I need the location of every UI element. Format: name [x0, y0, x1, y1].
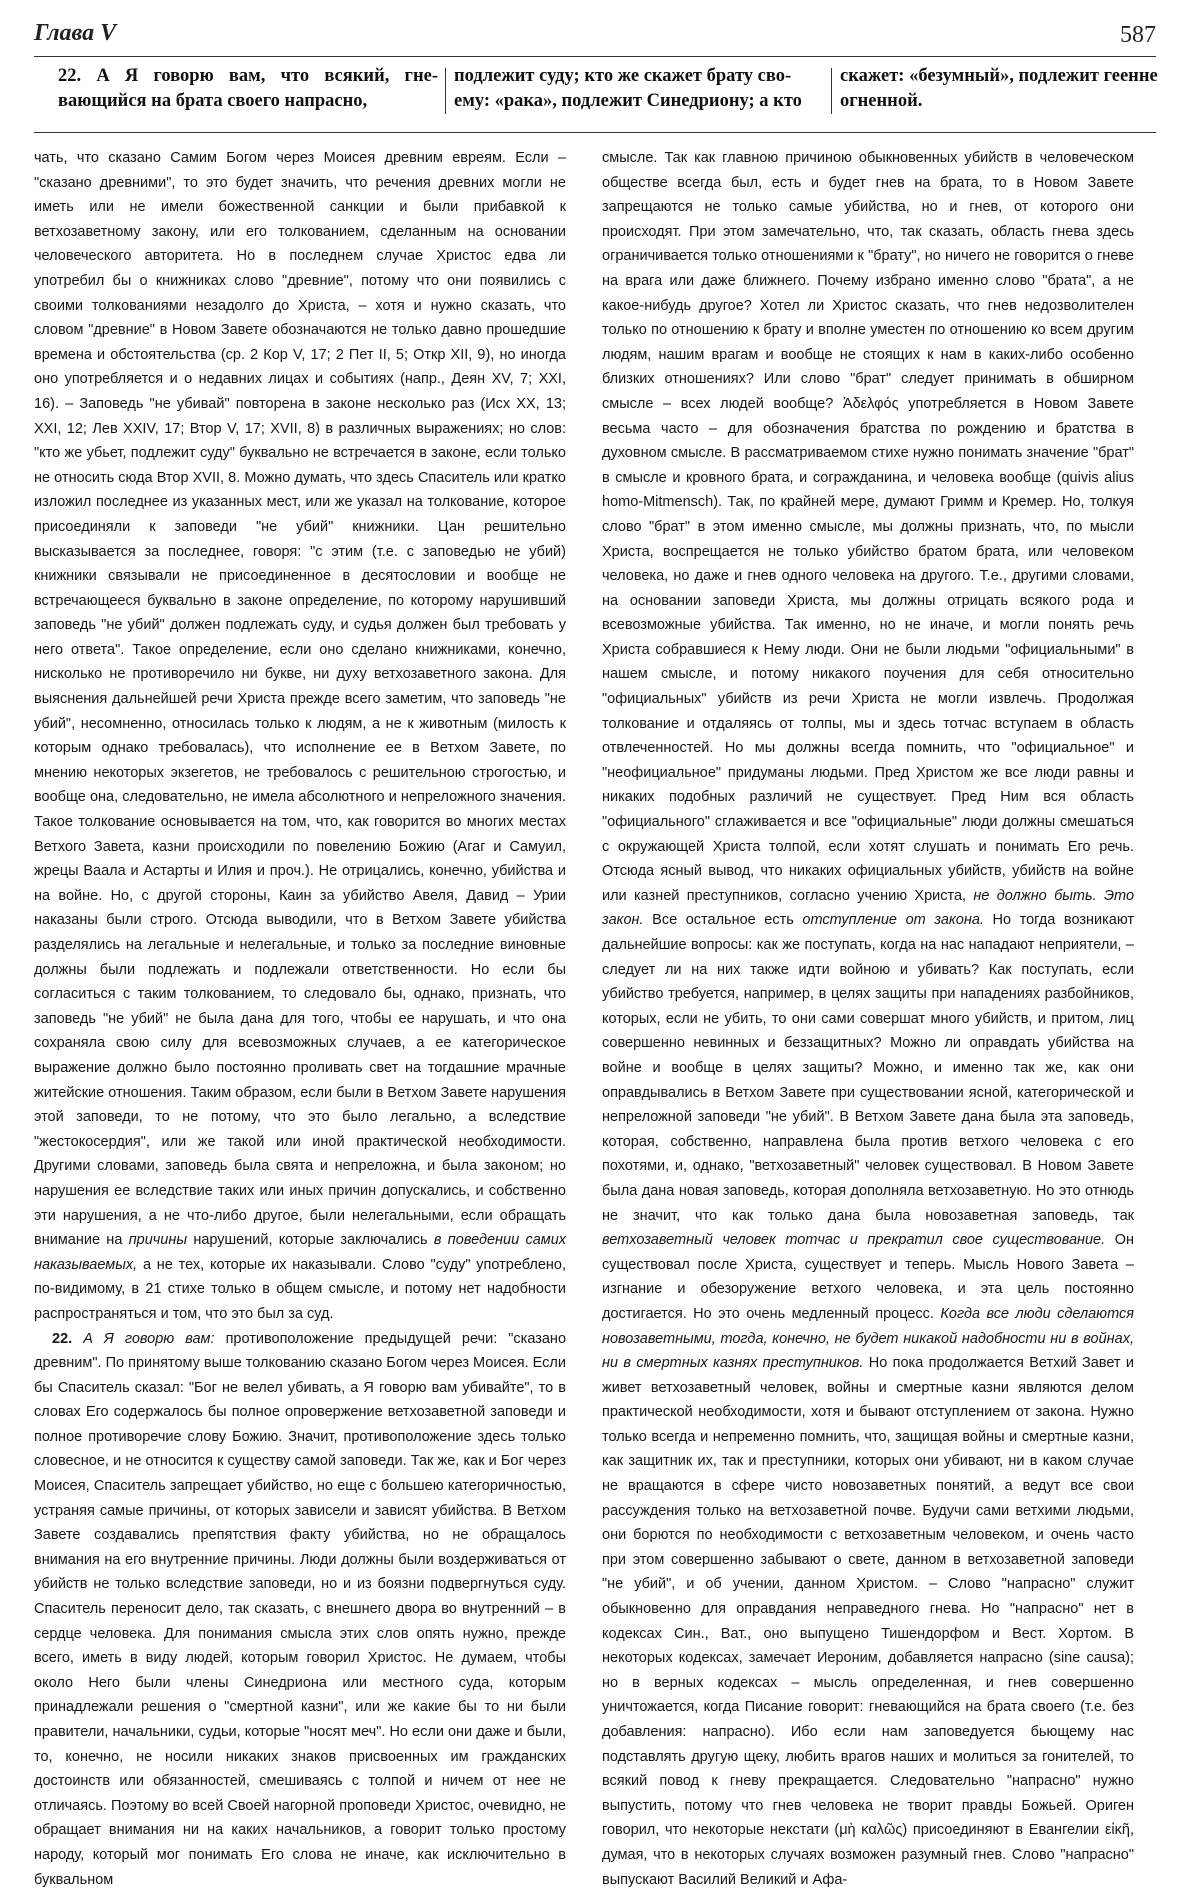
text-run: Но пока продолжается Ветхий Завет и живет ветхозаветный человек, войны и смертные казни являются делом практической необходимости, хотя и бывают отступлением от закона. Нужно только всегда и непременно помнить, что, защищая войны и смертные казни, как защитник их, так и преступники, которых они убивают, ни в каком случае не вращаются в сфере чисто новозаветных понятий, а ведут все свои рассуждения только на ветхозаветной почве. Будучи сами ветхими людьми, они борются по необходимости с ветхозаветным человеком, и очень часто при этом совершенно забывают о свете, данном в ветхозаветной заповеди "не убий", и об учении, данном Христом. – Слово "напрасно" служит обыкновенно для оправдания неправедного гнева. Но "напрасно" нет в кодексах Син., Ват., оно выпущено Тишендорфом и Вест. Хортом. В некоторых кодексах, замечает Иероним, добавляется напрасно (sine causa); но в верных кодексах – мысль определенная, и гнев совершенно уничтожается, когда Писание говорит: гневающийся на брата своего (т.е. без добавления: напрасно). Ибо если нам заповедуется бьющему нас подставлять другую щеку, любить врагов наших и молиться за гонителей, то всякий повод к гневу прекращается. Следовательно "напрасно" нужно выпустить, потому что гнев человека не творит правды Божьей. Ориген говорил, что некоторые некстати (μὴ καλῶς) присоединяют в Евангелии εἰκῆ, думая, что в некоторых случаях возможен разумный гнев. Слово "напрасно" выпускают Василий Великий и Афа- — [602, 1355, 1134, 1887]
verse-rule — [34, 132, 1156, 133]
verse-divider — [445, 68, 446, 114]
left-column — [34, 146, 566, 1618]
commentary-paragraph — [602, 146, 1134, 1892]
header-rule — [34, 56, 1156, 57]
emphasis: не должно быть. Это закон. — [602, 888, 1134, 929]
emphasis: Когда все люди сделаются новозаветными, тогда, конечно, не будет никакой надобности ни в войнах, ни в смертных казнях преступников. — [602, 1306, 1134, 1371]
emphasis: А Я говорю вам: — [83, 1331, 214, 1347]
verse-part-1: 22. А Я говорю вам, что всякий, гне-вающийся на брата своего напрасно, — [58, 64, 438, 114]
emphasis: причины — [129, 1232, 187, 1248]
commentary-paragraph — [34, 1327, 566, 1892]
text-run: Он существовал после Христа, существует и теперь. Мысль Нового Завета – изгнание и обезоружение ветхого человека, и эта цель постоянно достигается. Но это очень медленный процесс. — [602, 1232, 1134, 1322]
verse-number: 22. — [52, 1331, 72, 1347]
verse-part-2: подлежит суду; кто же скажет брату сво-ему: «рака», подлежит Синедриону; а кто — [454, 64, 824, 114]
text-run: смысле. Так как главною причиною обыкновенных убийств в человеческом обществе всегда был, есть и будет гнев на брата, то в Новом Завете запрещаются не только самые убийства, но и гнев, от которого они происходят. При этом замечательно, что, так сказать, область гнева здесь ограничивается только отношениями к "брату", но ничего не говорится о гневе на врага или даже ближнего. Почему избрано именно слово "брата", а не какое-нибудь другое? Хотел ли Христос сказать, что гнев недозволителен только по отношению к брату и вполне уместен по отношению ко всем другим людям, нашим врагам и вообще не стоящих к нам в каких-либо особенно близких отношениях? Или слово "брат" следует принимать в обширном смысле – всех людей вообще? Ἀδελφός употребляется в Новом Завете весьма часто – для обозначения братства по рождению и братства в духовном смысле. В рассматриваемом стихе нужно понимать значение "брат" в смысле и кровного брата, и согражданина, и человека вообще (quivis alius homo-Mitmensch). Так, по крайней мере, думают Гримм и Кремер. Но, толкуя слово "брат" в этом именно смысле, мы должны признать, что, по мысли Христа, воспрещается не только убийство братом брата, или человеком человека, но даже и гнев одного человека на другого. Т.е., другими словами, на основании заповеди Христа, мы должны отрицать всякого рода и всевозможные убийства. Так именно, но не иначе, и могли понять речь Христа собравшиеся к Нему люди. Они не были людьми "официальными" в нашем смысле, и потому никакого поучения для себя относительно "официальных" убийств из речи Христа не могли извлечь. Продолжая толкование и отдаляясь от толпы, мы и здесь тотчас вступаем в область отвлеченностей. Но мы должны всегда помнить, что "официальное" и "неофициальное" придуманы людьми. Пред Христом же все люди равны и никаких подобных различий не существует. Пред Ним вся область "официального" сглаживается и все "официальные" люди должны смешаться с окружающей Христа толпой, если хотят слушать и понимать Его речь. Отсюда ясный вывод, что никаких официальных убийств, убийств на войне или казней преступников, согласно учению Христа, — [602, 150, 1134, 904]
text-run: нарушений, которые заключались — [193, 1232, 427, 1248]
emphasis: отступление от закона. — [802, 912, 984, 928]
verse-text — [34, 64, 1156, 120]
text-run: а не тех, которые их наказывали. Слово "суду" употреблено, по-видимому, в 21 стихе только в общем смысле, и потому нет надобности распространяться и том, что это был за суд. — [34, 1257, 566, 1322]
right-column — [602, 146, 1134, 1618]
emphasis: в поведении самих наказываемых, — [34, 1232, 566, 1273]
emphasis: ветхозаветный человек тотчас и прекратил свое существование. — [602, 1232, 1105, 1248]
page-number: 587 — [1120, 22, 1156, 49]
text-run: чать, что сказано Самим Богом через Моисея древним евреям. Если – "сказано древними", то это будет значить, что речения древних могли не иметь или не имели божественной санкции и были прибавкой к ветхозаветному закону, или его толкованием, сделанным на основании человеческого авторитета. Но в последнем случае Христос едва ли употребил бы о книжниках слово "древние", потому что они появились с своими толкованиями незадолго до Христа, – хотя и нужно сказать, что словом "древние" в Новом Завете обозначаются не только давно прошедшие времена и обстоятельства (ср. 2 Кор V, 17; 2 Пет II, 5; Откр XII, 9), но иногда оно употребляется и о недавних лицах и событиях (напр., Деян XV, 7; XXI, 16). – Заповедь "не убивай" повторена в законе несколько раз (Исх XX, 13; XXI, 12; Лев XXIV, 17; Втор V, 17; XVII, 8) в различных выражениях; но слов: "кто же убьет, подлежит суду" буквально не встречается в законе, если только не относить сюда Втор XVII, 8. Можно думать, что здесь Спаситель или кратко изложил последнее из указанных мест, или же указал на толкование, которое присоединяли к заповеди "не убий" книжники. Цан решительно высказывается за последнее, говоря: "с этим (т.е. с заповедью не убий) книжники связывали не присоединенное в десятословии и вообще не встречающееся буквально в законе определение, по которому нарушивший заповедь "не убий" должен подлежать суду, и судья должен был требовать у него ответа". Такое определение, если оно сделано книжниками, конечно, нисколько не противоречило ни букве, ни духу ветхозаветного закона. Для выяснения дальнейшей речи Христа прежде всего заметим, что заповедь "не убий", несомненно, относилась только к людям, а не к животным (милость к которым однако требовалась), что исполнение ее в Ветхом Завете, по мнению некоторых экзегетов, не требовалось с решительною строгостью, и вообще она, следовательно, не имела абсолютного и непреложного значения. Такое толкование основывается на том, что, как говорится во многих местах Ветхого Завета, казни происходили по повелению Божию (Агаг и Самуил, жрецы Ваала и Астарты и Илия и проч.). Не отрицались, конечно, убийства и на войне. Но, с другой стороны, Каин за убийство Авеля, Давид – Урии наказаны были строго. Отсюда выводили, что в Ветхом Завете убийства разделялись на легальные и нелегальные, и только за последние виновные должны были подлежать и подлежали ответственности. Но если бы согласиться с таким толкованием, то следовало бы, однако, признать, что заповедь "не убий" не была дана для того, чтобы ее нарушать, и что она сохраняла свою силу для всевозможных случаев, а ее категорическое выражение должно было постоянно проливать свет на тогдашние мрачные житейские отношения. Таким образом, если были в Ветхом Завете нарушения этой заповеди, то не потому, что это было легально, а вследствие "жестокосердия", или же такой или иной практической необходимости. Другими словами, заповедь была свята и непреложна, и была законом; но нарушения ее вследствие таких или иных причин допускались, и собственно эти нарушения, а не что-либо другое, были нелегальными, если обращать внимание на — [34, 150, 566, 1248]
verse-part-3: скажет: «безумный», подлежит геенне огненной. — [840, 64, 1160, 114]
chapter-title: Глава V — [34, 20, 116, 47]
text-run: Все остальное есть — [652, 912, 794, 928]
running-head — [34, 20, 1156, 54]
text-run: противоположение предыдущей речи: "сказано древним". По принятому выше толкованию сказано Богом через Моисея. Если бы Спаситель сказал: "Бог не велел убивать, а Я говорю вам убивайте", то в словах Его содержалось бы полное опровержение ветхозаветной заповеди и полное противоречие слову Божию. Значит, противоположение здесь только словесное, и не относится к существу самой заповеди. Так же, как и Бог через Моисея, Спаситель запрещает убийство, но еще с большею категоричностью, устраняя самые причины, от которых зависели и зависят убийства. В Ветхом Завете создавались препятствия факту убийства, но не обращалось внимания на его внутренние причины. Люди должны были воздерживаться от убийств не только вследствие заповеди, но и из боязни подвергнуться суду. Спаситель переносит дело, так сказать, с внешнего двора во внутренний – в сердце человека. Для понимания смысла этих слов опять нужно, прежде всего, иметь в виду людей, которым говорил Христос. Не думаем, чтобы около Него были члены Синедриона или местного суда, которым принадлежали решения о "смертной казни", или же какие бы то ни были правители, начальники, судьи, которые "носят меч". Но если они даже и были, то, конечно, не носили никаких знаков присвоенных им гражданских достоинств или обязанностей, смешиваясь с толпой и ничем от нее не отличаясь. Поэтому во всей Своей нагорной проповеди Христос, очевидно, не обращает внимания ни на каких начальников, а говорит только простому народу, который мог понимать Его слова не иначе, как исключительно в буквальном — [34, 1331, 566, 1888]
commentary-paragraph — [34, 146, 566, 1327]
text-run: Но тогда возникают дальнейшие вопросы: как же поступать, когда на нас нападают неприятели, – следует ли на них также идти войною и убивать? Как поступать, если убийство требуется, например, в целях защиты при нападениях разбойников, которых, если не убить, то они сами совершат много убийств, и притом, лиц совершенно невинных и беззащитных? Можно ли оправдать убийства на войне и вообще в целях защиты? Можно, и именно так же, как они оправдывались в Ветхом Завете при существовании ясной, категорической и непреложной заповеди "не убий". В Ветхом Завете дана была эта заповедь, которая, собственно, направлена была против ветхого человека с его похотями, и, однако, "ветхозаветный" человек существовал. В Новом Завете была дана новая заповедь, которая дополняла ветхозаветную. Но это отнюдь не значит, что как только дана была новозаветная заповедь, так — [602, 912, 1134, 1223]
verse-divider — [831, 68, 832, 114]
